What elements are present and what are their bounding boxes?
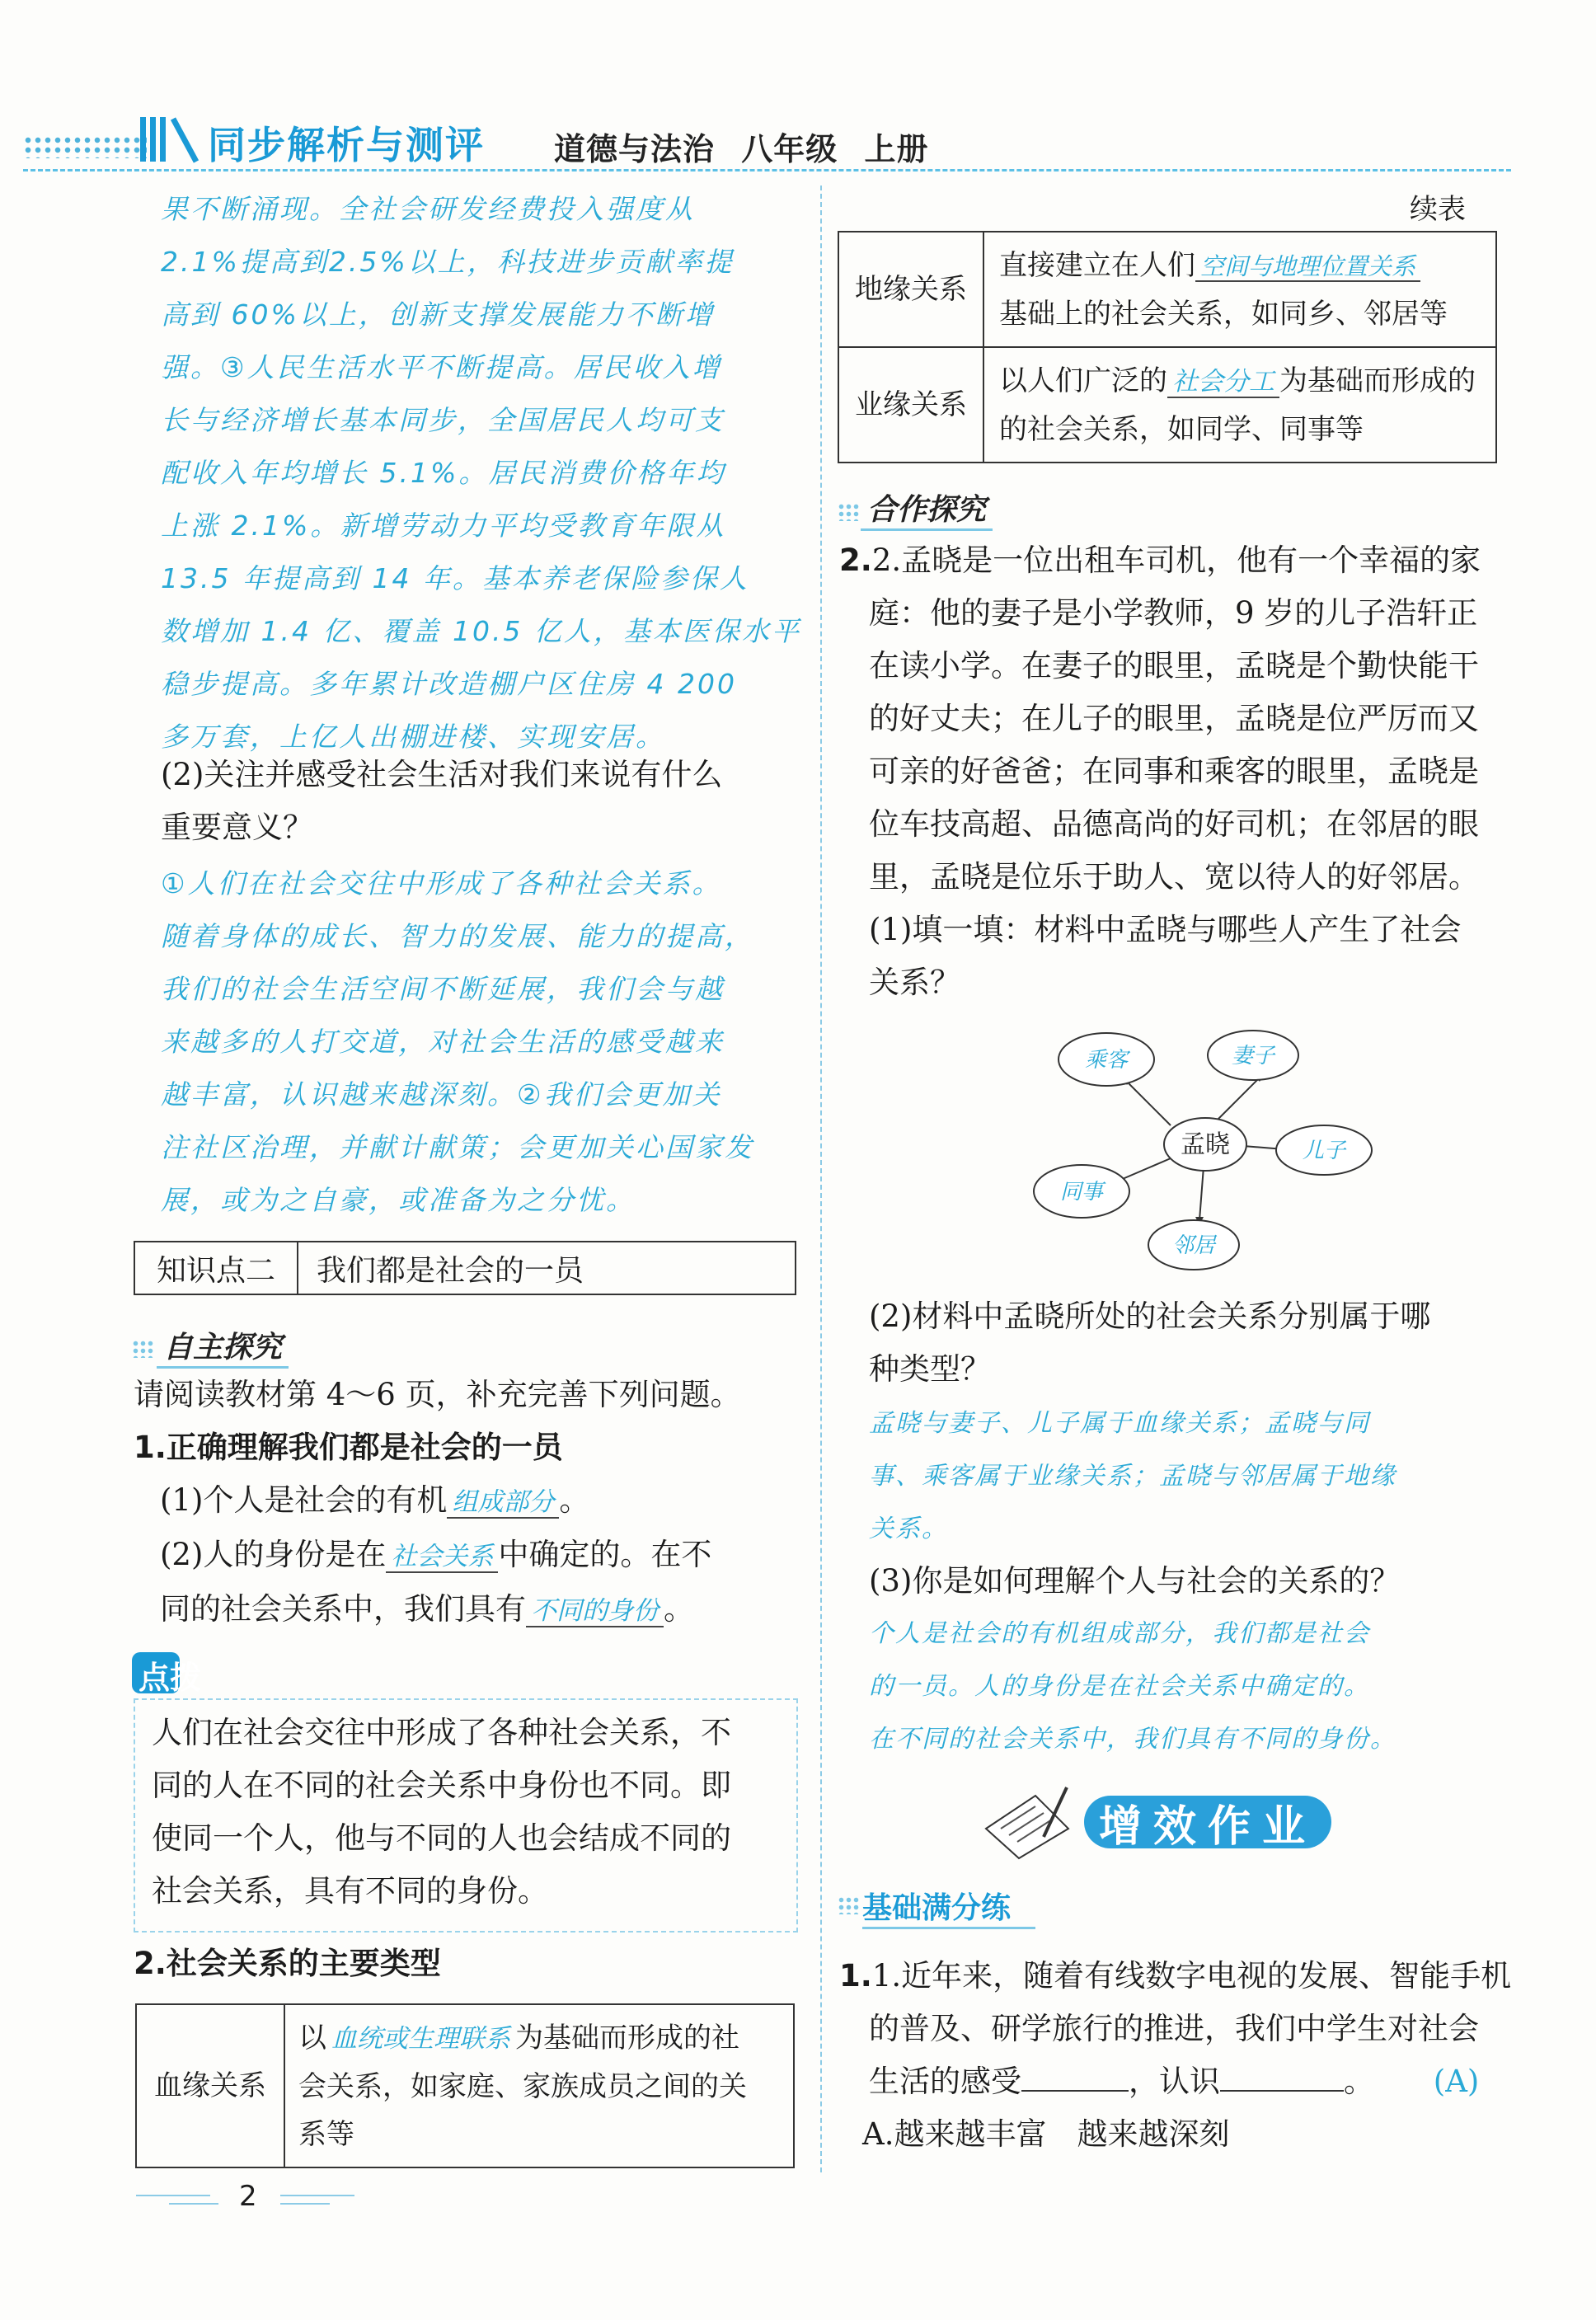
basic-practice-tag: 基础满分练 (862, 1885, 1035, 1929)
relation-diagram (1014, 1014, 1393, 1286)
relation-types-table (135, 2003, 795, 2168)
blank-answer: 不同的身份 (526, 1596, 664, 1627)
page-number: 2 (239, 2180, 257, 2213)
geo-relation-label: 地缘关系 (838, 232, 983, 347)
left-top-answer: 果不断涌现。全社会研发经费投入强度从 2.1%提高到2.5%以上，科技进步贡献率提 高到 60%以上，创新支撑发展能力不断增 强。③人民生活水平不断提高。居民收入增 长与经济增长基本同步，全国居民人均可支 配收入年均增长 5.1%。居民消费价格年均 上涨 2.1%。新增劳动力平均受教育年限从 13.5 年提高到 14 年。基本养老保险参保人 数增加 1.4 亿、覆盖 10.5 亿人，基本医保水平 稳步提高。多年累计改造棚户区住房 4 200 多万套，上亿人出棚进楼、实现安居。 (161, 193, 801, 753)
diagram-node: 邻居 (1171, 1233, 1216, 1258)
book-subject: 道德与法治 八年级 上册 (554, 131, 929, 167)
tip-box: 人们在社会交往中形成了各种社会关系，不 同的人在不同的社会关系中身份也不同。即 使同一个人，他与不同的人也会结成不同的 社会关系，具有不同的身份。 (134, 1698, 798, 1933)
answer-blank[interactable] (1021, 2065, 1129, 2092)
diagram-center: 孟晓 (1181, 1130, 1230, 1159)
case-question-2: (2)材料中孟晓所处的社会关系分别属于哪 种类型？ (869, 1299, 1431, 1387)
diagram-node: 同事 (1059, 1180, 1104, 1205)
tag-dots-decoration (838, 1896, 861, 1914)
book-series-title: 同步解析与测评 (208, 123, 485, 167)
answer-blank[interactable] (1220, 2065, 1344, 2092)
pen-paper-icon (978, 1779, 1077, 1862)
blood-relation-label: 血缘关系 (136, 2004, 284, 2167)
footer-line (136, 2195, 210, 2196)
table-continued-label: 续表 (1410, 193, 1466, 226)
footer-line (169, 2203, 218, 2205)
geo-relation-desc: 直接建立在人们 空间与地理位置关系 基础上的社会关系，如同乡、邻居等 (983, 232, 1496, 347)
tag-dots-decoration (838, 503, 861, 521)
work-relation-desc: 以人们广泛的 社会分工 为基础而形成的 的社会关系，如同学、同事等 (983, 347, 1496, 463)
footer-line (280, 2203, 330, 2205)
diagram-node: 乘客 (1084, 1048, 1129, 1073)
relation-types-title: 2.社会关系的主要类型 (134, 1946, 441, 1981)
relation-types-table-continued (838, 231, 1497, 463)
case-answer-2: 孟晓与妻子、儿子属于血缘关系；孟晓与同 事、乘客属于业缘关系；孟晓与邻居属于地缘 关系。 (869, 1409, 1396, 1543)
header-dots-decoration (23, 135, 147, 158)
work-relation-label: 业缘关系 (838, 347, 983, 463)
homework-banner: 增效作业 (1084, 1796, 1331, 1848)
knowledge-point-label: 知识点二 (135, 1242, 298, 1294)
book-stack-icon (138, 112, 204, 165)
case-question-3: (3)你是如何理解个人与社会的关系的？ (869, 1563, 1401, 1599)
cooperative-inquiry-tag: 合作探究 (861, 486, 993, 531)
blood-relation-desc: 以 血统或生理联系 为基础而形成的社 会关系，如家庭、家族成员之间的关 系等 (284, 2004, 794, 2167)
homework-question-1: 1.1.近年来，随着有线数字电视的发展、智能手机 的普及、研学旅行的推进，我们中学生对社会 生活的感受 ，认识 。 (A) A.越来越丰富 越来越深刻 (839, 1950, 1515, 2161)
knowledge-point-box (134, 1241, 796, 1295)
case-answer-3: 个人是社会的有机组成部分，我们都是社会 的一员。人的身份是在社会关系中确定的。 在不同的社会关系中，我们具有不同的身份。 (869, 1619, 1396, 1754)
blank-answer: 组成部分 (447, 1487, 559, 1519)
tip-tag: 点拨 (138, 1660, 202, 1696)
left-answer-2: ①人们在社会交往中形成了各种社会关系。 随着身体的成长、智力的发展、能力的提高， 我们的社会生活空间不断延展，我们会与越 来越多的人打交道，对社会生活的感受越来 越丰富，认识越来越深刻。②我们会更加关 注社区治理，并献计献策；会更加关心国家发 展，或为之自豪，或准备为之分忧。 (161, 867, 754, 1216)
choice-answer: (A) (1433, 2064, 1480, 2099)
left-question-2: (2)关注并感受社会生活对我们来说有什么 重要意义？ (161, 757, 723, 845)
tag-dots-decoration (132, 1340, 155, 1358)
diagram-node: 妻子 (1231, 1044, 1275, 1068)
self-inquiry-content: 请阅读教材第 4～6 页，补充完善下列问题。 1.正确理解我们都是社会的一员 (1)个人是社会的有机 组成部分 。 (2)人的身份是在 社会关系 中确定的。在不 同的社会关系中，我们具有 不同的身份 。 (134, 1377, 741, 1627)
diagram-node: 儿子 (1302, 1139, 1346, 1163)
footer-line (280, 2195, 354, 2196)
option-a: A.越来越丰富 越来越深刻 (862, 2116, 1230, 2152)
header-divider (23, 169, 1511, 171)
blank-answer: 社会关系 (386, 1542, 498, 1573)
case-material: 2.2.孟晓是一位出租车司机，他有一个幸福的家 庭：他的妻子是小学教师，9 岁的儿子浩轩正 在读小学。在妻子的眼里，孟晓是个勤快能干 的好丈夫；在儿子的眼里，孟晓是位严厉而又 可亲的好爸爸；在同事和乘客的眼里，孟晓是 位车技高超、品德高尚的好司机；在邻居的眼 里，孟晓是位乐于助人、宽以待人的好邻居。 (1)填一填：材料中孟晓与哪些人产生了社会 关系？ (839, 542, 1481, 1000)
column-divider (820, 186, 822, 2172)
self-inquiry-tag: 自主探究 (157, 1324, 289, 1369)
knowledge-point-title: 我们都是社会的一员 (317, 1253, 584, 1288)
